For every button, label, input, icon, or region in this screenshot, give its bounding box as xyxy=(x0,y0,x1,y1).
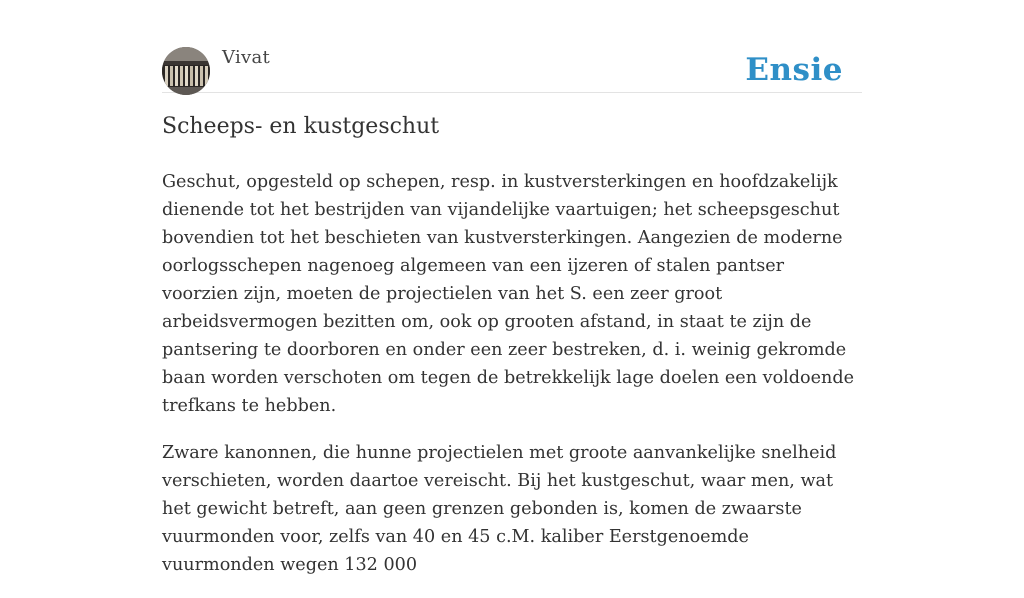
site-header xyxy=(162,46,862,93)
avatar[interactable] xyxy=(162,47,210,95)
article-body xyxy=(162,168,862,598)
article-paragraph: Zware kanonnen, die hunne projectielen met groote aanvankelijke snelheid verschieten, worden daartoe vereischt. Bij het kustgeschut, waar men, wat het gewicht betreft, aan geen grenzen gebonden is, komen de zwaarste vuurmonden voor, zelfs van 40 en 45 c.M. kaliber Eerstgenoemde vuurmonden wegen 132 000 xyxy=(162,443,837,575)
page-title: Scheeps- en kustgeschut xyxy=(162,114,440,139)
article-paragraph: Geschut, opgesteld op schepen, resp. in kustversterkingen en hoofdzakelijk dienende tot het bestrijden van vijandelijke vaartuigen; het scheepsgeschut bovendien tot het beschieten van kustversterkingen. Aangezien de moderne oorlogsschepen nagenoeg algemeen van een ijzeren of stalen pantser voorzien zijn, moeten de projectielen van het S. een zeer groot arbeidsvermogen bezitten om, ook op grooten afstand, in staat te zijn de pantsering te doorboren en onder een zeer bestreken, d. i. weinig gekromde baan worden verschoten om tegen de betrekkelijk lage doelen een voldoende trefkans te hebben. xyxy=(162,172,855,416)
brand-logo[interactable]: Ensie xyxy=(745,52,843,88)
site-name[interactable]: Vivat xyxy=(222,47,271,68)
books-image-icon xyxy=(162,47,210,95)
